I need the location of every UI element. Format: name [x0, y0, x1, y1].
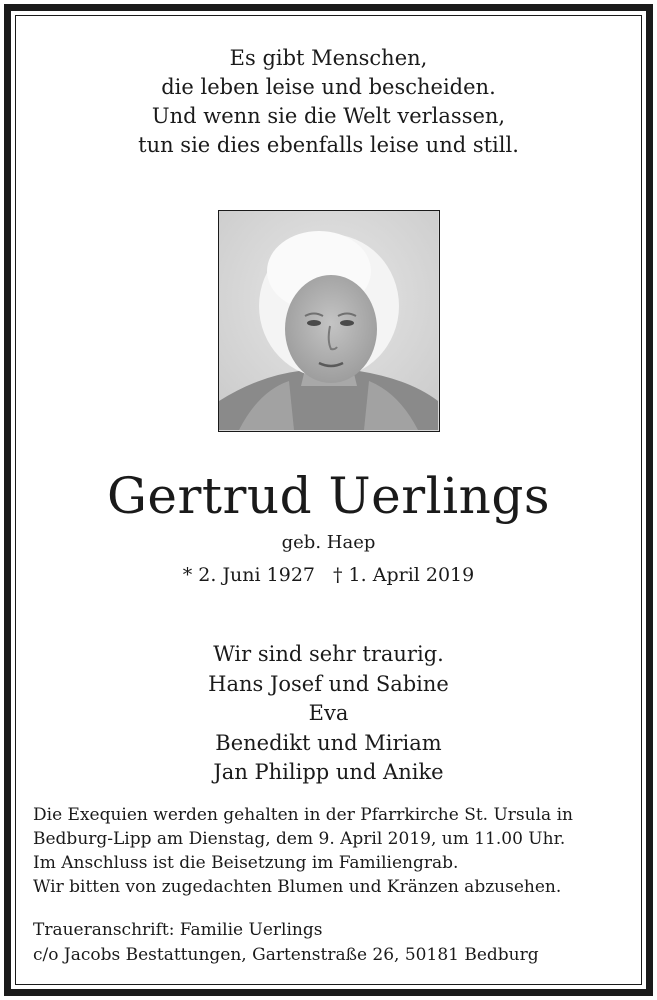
- mourners-list: [0, 640, 657, 788]
- address-line: c/o Jacobs Bestattungen, Gartenstraße 26, 50181 Bedburg: [33, 945, 539, 965]
- maiden-name: geb. Haep: [281, 532, 376, 553]
- notice-line: Die Exequien werden gehalten in der Pfarrkirche St. Ursula in: [33, 805, 573, 825]
- death-date: † 1. April 2019: [333, 564, 475, 586]
- notice-line: Bedburg-Lipp am Dienstag, dem 9. April 2019, um 11.00 Uhr.: [33, 829, 566, 849]
- mourner-line: Eva: [308, 701, 349, 725]
- deceased-name: Gertrud Uerlings: [106, 467, 550, 525]
- address-line: Traueranschrift: Familie Uerlings: [33, 920, 323, 940]
- mourner-line: Hans Josef und Sabine: [208, 671, 449, 696]
- mourner-line: Wir sind sehr traurig.: [213, 642, 444, 666]
- poem-line: die leben leise und bescheiden.: [161, 75, 496, 99]
- birth-date: * 2. Juni 1927: [182, 564, 316, 586]
- poem-line: tun sie dies ebenfalls leise und still.: [138, 133, 519, 157]
- life-dates: [0, 562, 657, 588]
- poem-line: Es gibt Menschen,: [229, 46, 428, 70]
- notice-line: Wir bitten von zugedachten Blumen und Kränzen abzusehen.: [33, 877, 562, 897]
- mourning-address: [33, 918, 633, 968]
- mourner-line: Benedikt und Miriam: [215, 730, 442, 755]
- funeral-notice: [33, 803, 633, 899]
- notice-line: Im Anschluss ist die Beisetzung im Familiengrab.: [33, 853, 459, 873]
- memorial-poem: [0, 44, 657, 160]
- portrait-photo: [218, 210, 440, 432]
- poem-line: Und wenn sie die Welt verlassen,: [151, 104, 506, 128]
- portrait-image: [219, 211, 438, 430]
- mourner-line: Jan Philipp und Anike: [213, 760, 444, 784]
